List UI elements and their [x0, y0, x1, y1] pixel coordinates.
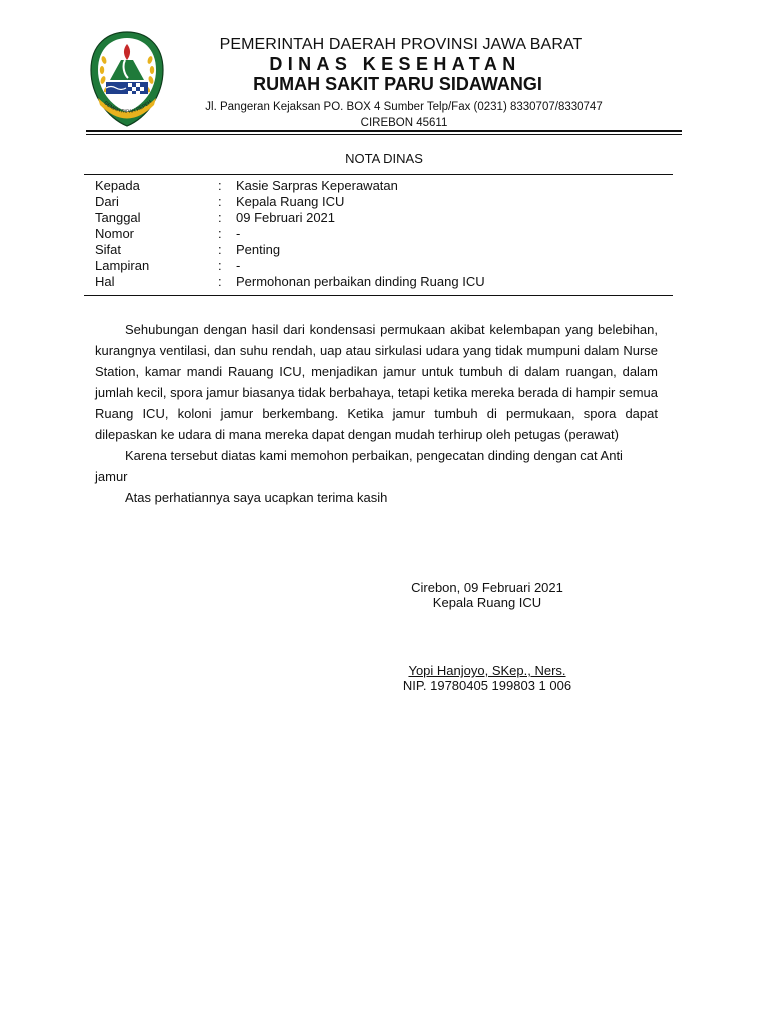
- field-separator: :: [218, 258, 222, 273]
- memo-table-top-rule: [84, 174, 673, 175]
- logo-motto-text: GEMAH RIPAH REPEH: [102, 99, 153, 116]
- field-label: Sifat: [95, 242, 122, 257]
- field-label: Tanggal: [95, 210, 141, 225]
- memo-header-table: [95, 178, 485, 290]
- letterhead-divider-thin: [86, 134, 682, 135]
- letterhead-hospital: RUMAH SAKIT PARU SIDAWANGI: [253, 74, 542, 94]
- field-separator: :: [218, 242, 222, 257]
- letterhead-divider-thick: [86, 130, 682, 132]
- memo-field-row: [95, 226, 485, 242]
- signatory-nip: NIP. 19780405 199803 1 006: [402, 678, 572, 693]
- field-value: Penting: [236, 242, 281, 257]
- signature-place-date: Cirebon, 09 Februari 2021: [411, 580, 563, 595]
- field-label: Dari: [95, 194, 119, 209]
- field-separator: :: [218, 274, 222, 289]
- memo-field-row: [95, 194, 485, 210]
- signature-position: Kepala Ruang ICU: [432, 595, 542, 610]
- body-paragraph: Sehubungan dengan hasil dari kondensasi permukaan akibat kelembapan yang belebihan, kurangnya ventilasi, dan suhu rendah, uap atau sirkulasi udara yang tidak mumpuni dalam Nurse Station, kamar mandi Rauang ICU, menjadikan jamur untuk tumbuh di dalam ruangan, dalam jumlah kecil, spora jamur biasanya tidak berbahaya, tetapi ketika mereka berada di hampir semua Ruang ICU, koloni jamur berkembang. Ketika jamur tumbuh di permukaan, spora dapat dilepaskan ke udara di mana mereka dapat dengan mudah terhirup oleh petugas (perawat): [95, 322, 658, 442]
- field-label: Kepada: [95, 178, 140, 193]
- letterhead-address: Jl. Pangeran Kejaksan PO. BOX 4 Sumber Telp/Fax (0231) 8330707/8330747: [205, 101, 603, 113]
- body-paragraph: Karena tersebut diatas kami memohon perbaikan, pengecatan dinding dengan cat Anti jamur: [95, 448, 623, 484]
- field-separator: :: [218, 194, 222, 209]
- field-separator: :: [218, 178, 222, 193]
- field-value: Permohonan perbaikan dinding Ruang ICU: [236, 274, 485, 289]
- field-label: Nomor: [95, 226, 135, 241]
- field-separator: :: [218, 226, 222, 241]
- memo-title: NOTA DINAS: [345, 151, 423, 166]
- body-paragraph: Atas perhatiannya saya ucapkan terima kasih: [125, 490, 388, 505]
- field-value: 09 Februari 2021: [236, 210, 336, 225]
- field-value: Kasie Sarpras Keperawatan: [236, 178, 398, 193]
- field-label: Hal: [95, 274, 115, 289]
- signatory-block: [392, 663, 582, 693]
- letterhead-city: CIREBON 45611: [360, 117, 448, 129]
- memo-body: [95, 319, 658, 508]
- signature-block: [392, 580, 582, 610]
- letterhead-government: PEMERINTAH DAERAH PROVINSI JAWA BARAT: [219, 36, 583, 53]
- letterhead-department: DINAS KESEHATAN: [269, 54, 521, 74]
- memo-field-row: [95, 210, 485, 226]
- field-value: Kepala Ruang ICU: [236, 194, 345, 209]
- field-separator: :: [218, 210, 222, 225]
- memo-table-bottom-rule: [84, 295, 673, 296]
- memo-field-row: [95, 274, 485, 290]
- memo-field-row: [95, 258, 485, 274]
- field-value: -: [236, 258, 241, 273]
- field-value: -: [236, 226, 241, 241]
- memo-field-row: [95, 242, 485, 258]
- signatory-name: Yopi Hanjoyo, SKep., Ners.: [408, 663, 566, 678]
- memo-field-row: [95, 178, 485, 194]
- letterhead: [180, 36, 732, 131]
- field-label: Lampiran: [95, 258, 150, 273]
